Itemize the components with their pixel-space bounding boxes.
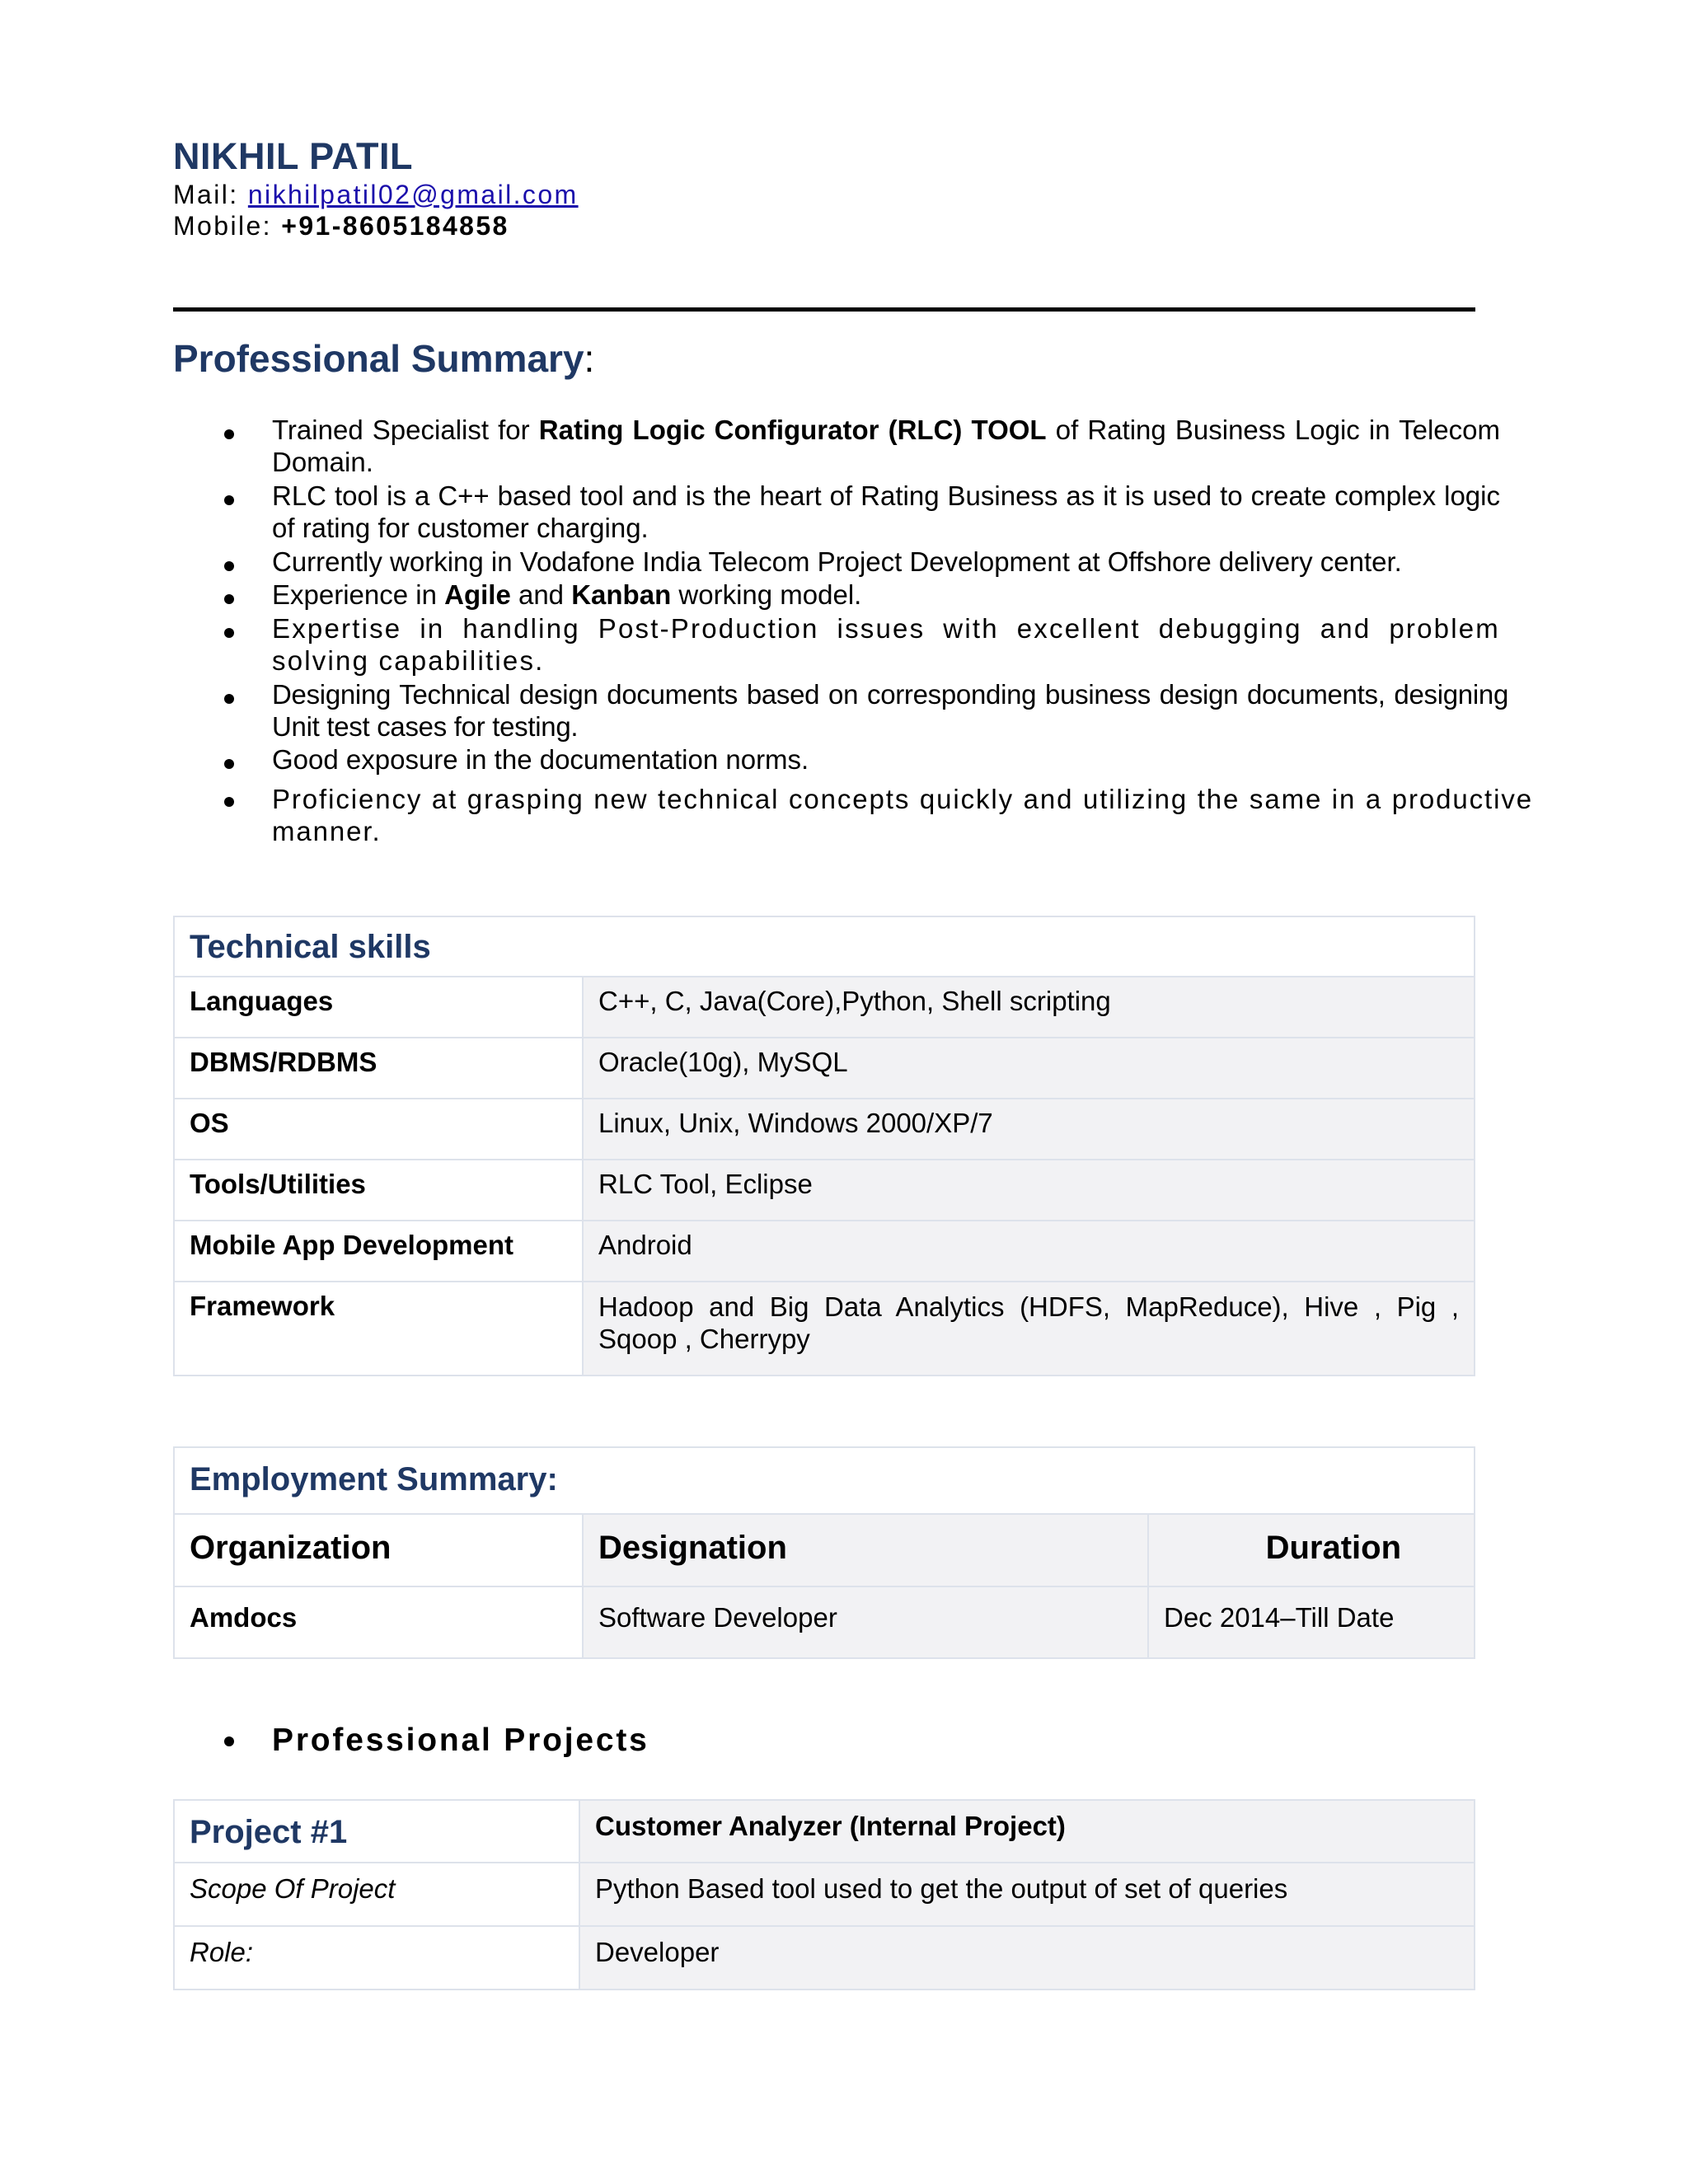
candidate-name: NIKHIL PATIL (173, 135, 413, 177)
bullet-dot (224, 694, 234, 704)
mail-label: Mail: (173, 180, 248, 209)
email-link[interactable]: nikhilpatil02@gmail.com (247, 180, 579, 209)
employment-summary-table (173, 1446, 1475, 1659)
duration-cell: Dec 2014–Till Date (1148, 1586, 1475, 1658)
skill-label: Tools/Utilities (174, 1160, 583, 1221)
technical-skills-title: Technical skills (174, 916, 1475, 977)
designation-cell: Software Developer (583, 1586, 1148, 1658)
employment-header-row (174, 1447, 1475, 1514)
bullet-dot (224, 495, 234, 505)
bullet-text: Experience in (272, 579, 445, 610)
skill-value: Hadoop and Big Data Analytics (HDFS, MapReduce), Hive , Pig , Sqoop , Cherrypy (583, 1282, 1475, 1376)
mail-line (173, 180, 579, 210)
summary-title-colon: : (584, 337, 595, 380)
bullet-text: and (510, 579, 572, 610)
header-divider (173, 307, 1475, 312)
mobile-line (173, 211, 509, 241)
summary-bullet-documentation: Good exposure in the documentation norms. (272, 744, 809, 775)
employment-column-headers (174, 1514, 1475, 1586)
bullet-dot (224, 797, 234, 807)
skill-label: OS (174, 1099, 583, 1160)
professional-summary-title (173, 336, 594, 381)
employment-title-text: Employment Summary (190, 1461, 547, 1497)
bullet-bold-text: Kanban (571, 579, 672, 610)
column-header-organization: Organization (174, 1514, 583, 1586)
role-value: Developer (579, 1926, 1475, 1990)
table-row (174, 1038, 1475, 1099)
scope-label: Scope Of Project (174, 1863, 579, 1926)
column-header-duration: Duration (1148, 1514, 1475, 1586)
professional-projects-heading: Professional Projects (272, 1722, 649, 1758)
table-row (174, 977, 1475, 1038)
bullet-bold-text: Rating Logic Configurator (RLC) TOOL (538, 415, 1047, 445)
summary-bullet-rlc-tool: RLC tool is a C++ based tool and is the heart of Rating Business as it is used to create complex logic of rating for customer charging. (272, 480, 1500, 543)
technical-skills-table (173, 916, 1475, 1376)
organization-cell: Amdocs (174, 1586, 583, 1658)
bullet-text: Trained Specialist for (272, 415, 539, 445)
table-row (174, 1863, 1475, 1926)
bullet-dot (224, 628, 234, 638)
project-number: Project #1 (174, 1800, 579, 1863)
project-1-table (173, 1799, 1475, 1990)
table-row (174, 1282, 1475, 1376)
table-row (174, 1221, 1475, 1282)
summary-title-text: Professional Summary (173, 337, 584, 380)
table-row (174, 1926, 1475, 1990)
skill-value: Android (583, 1221, 1475, 1282)
skill-label: Mobile App Development (174, 1221, 583, 1282)
role-label: Role: (174, 1926, 579, 1990)
employment-summary-title (174, 1447, 1475, 1514)
bullet-dot (224, 561, 234, 571)
bullet-dot (224, 429, 234, 439)
skill-label: Languages (174, 977, 583, 1038)
summary-bullet-rlc-specialist (272, 414, 1500, 478)
skill-value: RLC Tool, Eclipse (583, 1160, 1475, 1221)
summary-bullet-proficiency: Proficiency at grasping new technical concepts quickly and utilizing the same in a productive manner. (272, 784, 1533, 846)
bullet-text: of Rating Business Logic in Telecom Domain. (272, 415, 1500, 477)
skill-label: Framework (174, 1282, 583, 1376)
bullet-dot (224, 759, 234, 769)
summary-bullet-vodafone: Currently working in Vodafone India Telecom Project Development at Offshore delivery center. (272, 546, 1402, 577)
scope-value: Python Based tool used to get the output of set of queries (579, 1863, 1475, 1926)
mobile-number: +91-8605184858 (281, 211, 509, 241)
summary-bullet-agile (272, 579, 1500, 611)
bullet-dot (224, 594, 234, 604)
summary-bullet-expertise: Expertise in handling Post-Production issues with excellent debugging and problem solving capabilities. (272, 613, 1500, 676)
employment-title-colon: : (546, 1461, 558, 1497)
column-header-designation: Designation (583, 1514, 1148, 1586)
table-row (174, 1099, 1475, 1160)
mobile-label: Mobile: (173, 211, 282, 241)
table-row (174, 1586, 1475, 1658)
skill-value: Linux, Unix, Windows 2000/XP/7 (583, 1099, 1475, 1160)
table-row (174, 1160, 1475, 1221)
table-row (174, 1800, 1475, 1863)
bullet-text: working model. (671, 579, 862, 610)
summary-bullet-design-docs: Designing Technical design documents based on corresponding business design documents, designing Unit test cases for testing. (272, 679, 1508, 742)
project-name: Customer Analyzer (Internal Project) (579, 1800, 1475, 1863)
skill-label: DBMS/RDBMS (174, 1038, 583, 1099)
skill-value: Oracle(10g), MySQL (583, 1038, 1475, 1099)
bullet-dot (224, 1736, 234, 1746)
skills-header-row (174, 916, 1475, 977)
bullet-bold-text: Agile (444, 579, 511, 610)
skill-value: C++, C, Java(Core),Python, Shell scripting (583, 977, 1475, 1038)
